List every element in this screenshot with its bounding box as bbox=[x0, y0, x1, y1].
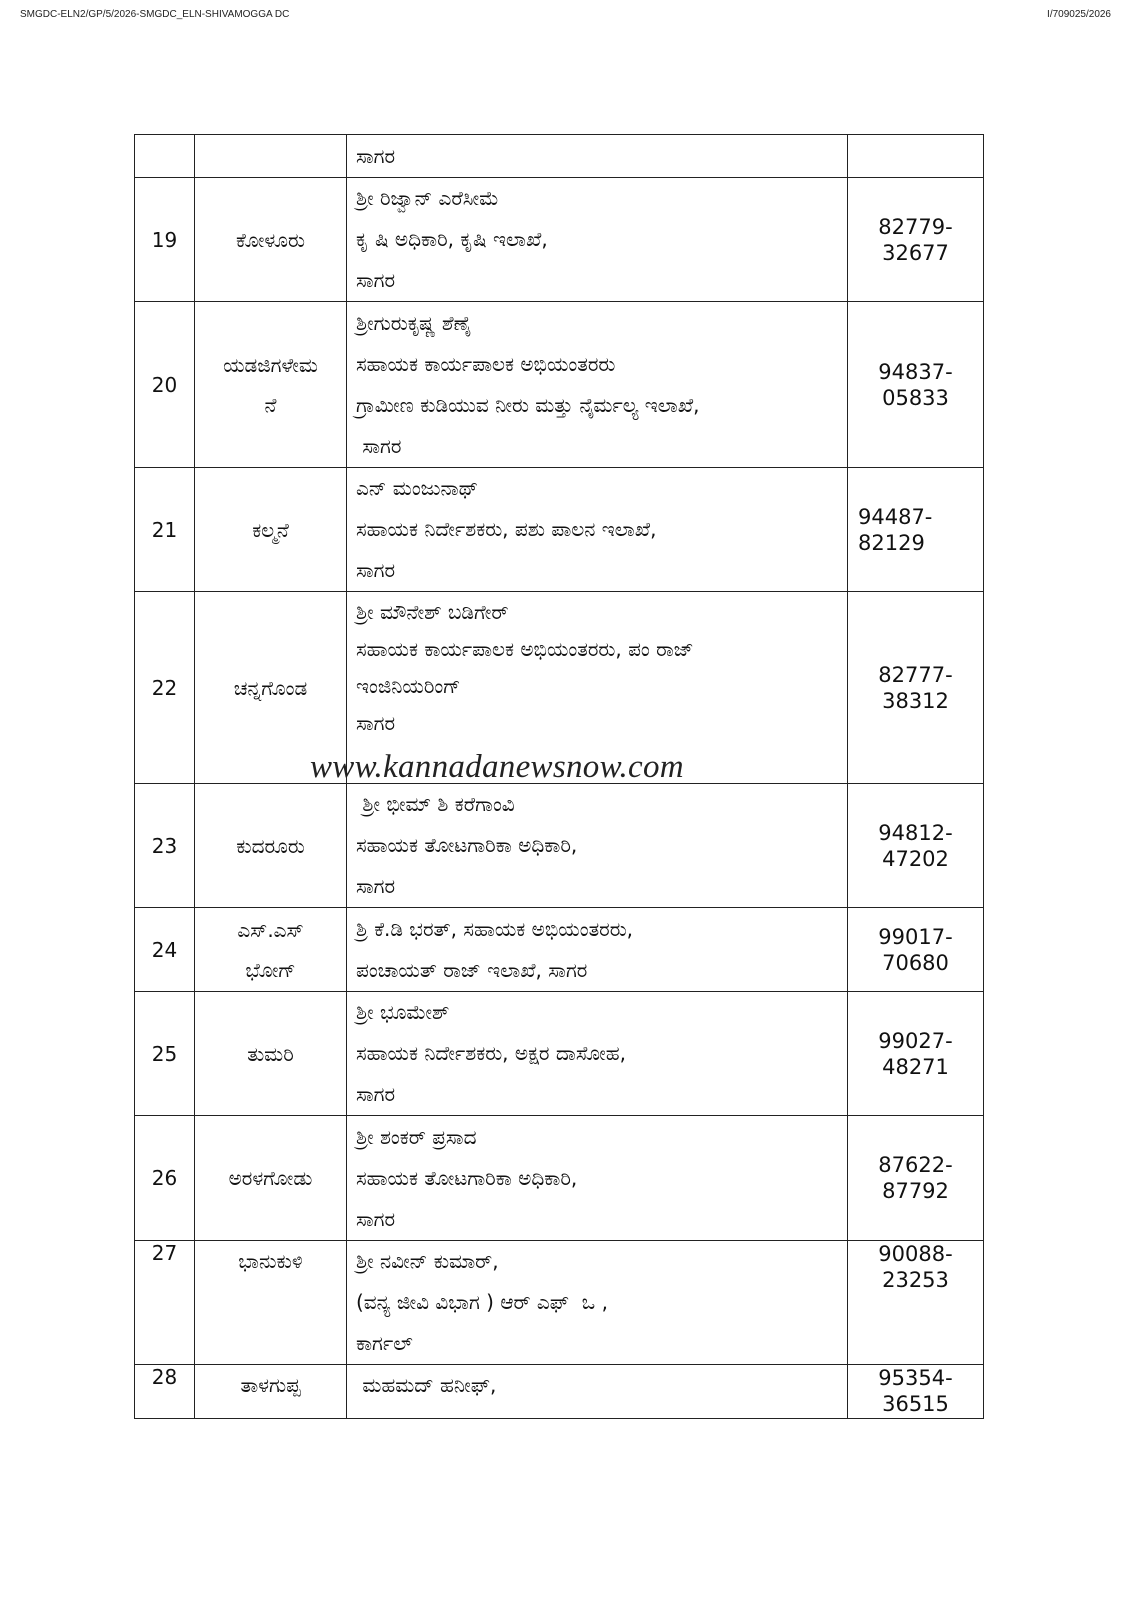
table-row bbox=[135, 468, 984, 592]
officer-details bbox=[347, 1365, 848, 1419]
place-name bbox=[195, 135, 347, 178]
officer-line: ಶ್ರೀ ಶಂಕರ್ ಪ್ರಸಾದ bbox=[356, 1124, 477, 1149]
document-number: I/709025/2026 bbox=[1047, 9, 1111, 20]
phone-number: 94487- 82129 bbox=[848, 468, 984, 592]
officer-details bbox=[347, 784, 848, 908]
officer-line: ಸಾಗರ bbox=[356, 1206, 396, 1231]
officer-details bbox=[347, 992, 848, 1116]
officer-line: ಸಹಾಯಕ ತೋಟಗಾರಿಕಾ ಅಧಿಕಾರಿ, bbox=[356, 1165, 578, 1190]
table-row bbox=[135, 1116, 984, 1241]
place-name: ಎಸ್.ಎಸ್ ಭೋಗ್ bbox=[195, 908, 347, 992]
table-row bbox=[135, 908, 984, 992]
phone-number: 87622- 87792 bbox=[848, 1116, 984, 1241]
place-name: ಕಲ್ಮನೆ bbox=[195, 468, 347, 592]
serial-number: 19 bbox=[135, 178, 195, 302]
officer-line: ಸಾಗರ bbox=[356, 433, 402, 458]
table-row bbox=[135, 1241, 984, 1365]
place-name: ಕೋಳೂರು bbox=[195, 178, 347, 302]
serial-number: 25 bbox=[135, 992, 195, 1116]
officer-line: ಶ್ರೀ ಭೀಮ್ ಶಿ ಕರೆಗಾಂವಿ bbox=[356, 792, 515, 816]
officer-line: ಸಾಗರ bbox=[356, 558, 396, 582]
officer-details bbox=[347, 135, 848, 178]
officer-details bbox=[347, 1241, 848, 1365]
officer-line: ಇಂಜಿನಿಯರಿಂಗ್ bbox=[356, 674, 461, 698]
officer-line: ಸಾಗರ bbox=[356, 143, 396, 168]
officer-line: ಸಹಾಯಕ ಕಾರ್ಯಪಾಲಕ ಅಭಿಯಂತರರು bbox=[356, 351, 616, 376]
place-name: ಯಡಜಿಗಳೇಮ ನೆ bbox=[195, 302, 347, 468]
officer-line: ಸಾಗರ bbox=[356, 711, 396, 735]
officer-line: ಶ್ರೀಗುರುಕೃಷ್ಣ ಶೆಣೈ bbox=[356, 310, 472, 335]
place-name: ಭಾನುಕುಳಿ bbox=[195, 1241, 347, 1365]
serial-number: 26 bbox=[135, 1116, 195, 1241]
serial-number: 21 bbox=[135, 468, 195, 592]
serial-number: 27 bbox=[135, 1241, 195, 1365]
serial-number bbox=[135, 135, 195, 178]
phone-number: 82779- 32677 bbox=[848, 178, 984, 302]
table-row bbox=[135, 992, 984, 1116]
document-reference: SMGDC-ELN2/GP/5/2026-SMGDC_ELN-SHIVAMOGGA DC bbox=[20, 9, 290, 20]
table-row bbox=[135, 784, 984, 908]
officer-line: ಸಹಾಯಕ ನಿರ್ದೇಶಕರು, ಅಕ್ಷರ ದಾಸೋಹ, bbox=[356, 1041, 626, 1065]
officer-line: ಕಾರ್ಗಲ್ bbox=[356, 1331, 413, 1355]
officer-line: ಶ್ರೀ ಭೂಮೇಶ್ bbox=[356, 1000, 450, 1024]
officer-line: ಶ್ರೀ ರಿಜ್ವಾನ್ ಎರೆಸೀಮೆ bbox=[356, 186, 499, 210]
table-row bbox=[135, 302, 984, 468]
serial-number: 23 bbox=[135, 784, 195, 908]
phone-number: 95354- 36515 bbox=[848, 1365, 984, 1419]
phone-number: 99017- 70680 bbox=[848, 908, 984, 992]
officer-details bbox=[347, 468, 848, 592]
place-name: ತಾಳಗುಪ್ಪ bbox=[195, 1365, 347, 1419]
place-name: ಅರಳಗೋಡು bbox=[195, 1116, 347, 1241]
officer-details bbox=[347, 302, 848, 468]
officer-line: ಶ್ರೀ ಮೌನೇಶ್ ಬಡಿಗೇರ್ bbox=[356, 600, 509, 624]
officer-line: ಕೃ ಷಿ ಅಧಿಕಾರಿ, ಕೃಷಿ ಇಲಾಖೆ, bbox=[356, 227, 548, 251]
officer-line: ಶ್ರೀ ನವೀನ್ ಕುಮಾರ್, bbox=[356, 1249, 499, 1273]
officer-line: ಸಾಗರ bbox=[356, 1082, 396, 1106]
officer-line: ಸಹಾಯಕ ನಿರ್ದೇಶಕರು, ಪಶು ಪಾಲನ ಇಲಾಖೆ, bbox=[356, 517, 657, 541]
phone-number: 82777- 38312 bbox=[848, 592, 984, 784]
officer-line: ಗ್ರಾಮೀಣ ಕುಡಿಯುವ ನೀರು ಮತ್ತು ನೈರ್ಮಲ್ಯ ಇಲಾಖೆ, bbox=[356, 392, 700, 417]
phone-number: 99027- 48271 bbox=[848, 992, 984, 1116]
table-row bbox=[135, 1365, 984, 1419]
officer-line: ಎನ್ ಮಂಜುನಾಥ್ bbox=[356, 476, 479, 500]
officer-line: ಸಾಗರ bbox=[356, 874, 396, 898]
officer-details bbox=[347, 908, 848, 992]
table-row bbox=[135, 135, 984, 178]
officer-line: ಸಾಗರ bbox=[356, 268, 396, 292]
serial-number: 22 bbox=[135, 592, 195, 784]
serial-number: 20 bbox=[135, 302, 195, 468]
officer-line: ಸಹಾಯಕ ಕಾರ್ಯಪಾಲಕ ಅಭಿಯಂತರರು, ಪಂ ರಾಜ್ bbox=[356, 637, 694, 661]
table-row bbox=[135, 178, 984, 302]
phone-number: 94812- 47202 bbox=[848, 784, 984, 908]
phone-number: 90088- 23253 bbox=[848, 1241, 984, 1365]
officer-line: (ವನ್ಯ ಜೀವಿ ವಿಭಾಗ ) ಆರ್ ಎಫ್ ಒ , bbox=[356, 1290, 608, 1314]
phone-number bbox=[848, 135, 984, 178]
officer-line: ಪಂಚಾಯತ್ ರಾಜ್ ಇಲಾಖೆ, ಸಾಗರ bbox=[356, 957, 588, 982]
officer-details bbox=[347, 178, 848, 302]
officer-line: ಸಹಾಯಕ ತೋಟಗಾರಿಕಾ ಅಧಿಕಾರಿ, bbox=[356, 833, 578, 857]
serial-number: 24 bbox=[135, 908, 195, 992]
phone-number: 94837- 05833 bbox=[848, 302, 984, 468]
place-name: ತುಮರಿ bbox=[195, 992, 347, 1116]
serial-number: 28 bbox=[135, 1365, 195, 1419]
officer-line: ಶ್ರಿ ಕೆ.ಡಿ ಭರತ್, ಸಹಾಯಕ ಅಭಿಯಂತರರು, bbox=[356, 916, 634, 941]
place-name: ಕುದರೂರು bbox=[195, 784, 347, 908]
place-name: ಚನ್ನಗೊಂಡ bbox=[195, 592, 347, 784]
officer-line: ಮಹಮದ್ ಹನೀಫ್, bbox=[356, 1373, 497, 1397]
watermark: www.kannadanewsnow.com bbox=[310, 749, 684, 785]
officer-details bbox=[347, 1116, 848, 1241]
